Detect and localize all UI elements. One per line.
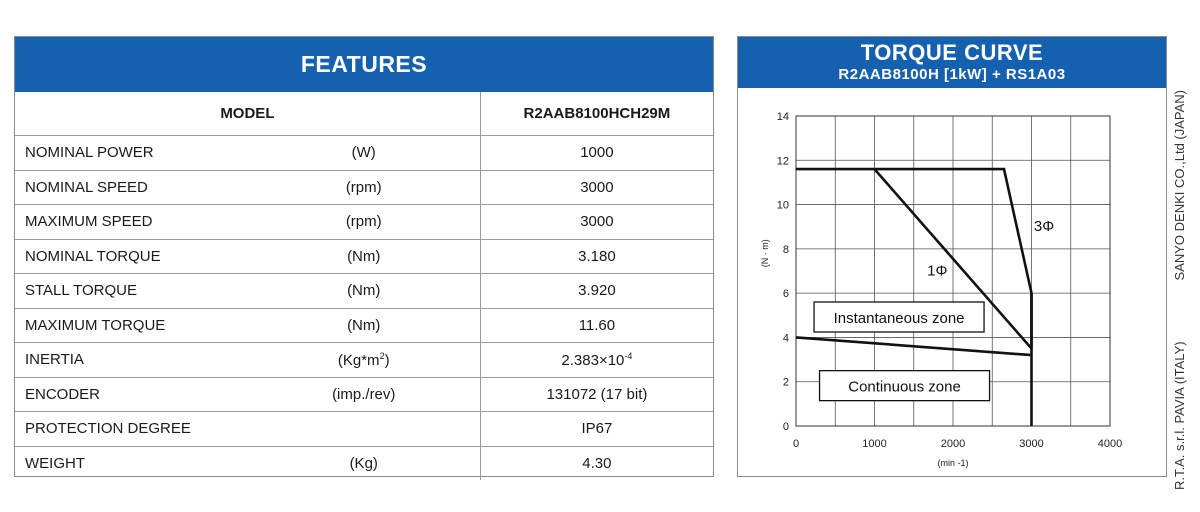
x-tick-label: 0 <box>792 438 800 450</box>
model-value: R2AAB8100HCH29M <box>480 92 713 136</box>
row-label: MAXIMUM TORQUE <box>15 308 248 343</box>
x-tick-label: 3000 <box>1019 438 1044 450</box>
zone-label-continuous: Continuous zone <box>848 378 961 396</box>
value-superscript: -4 <box>624 350 633 361</box>
table-row <box>15 170 713 205</box>
y-tick-label: 8 <box>782 243 789 256</box>
row-label: STALL TORQUE <box>15 274 248 309</box>
row-label: NOMINAL POWER <box>15 136 248 171</box>
row-value: 3000 <box>480 170 713 205</box>
torque-curve-title: TORQUE CURVE <box>860 40 1044 65</box>
y-tick-label: 10 <box>776 199 789 212</box>
torque-curve-panel <box>737 36 1167 477</box>
annotation-3phase: 3Φ <box>1033 218 1055 236</box>
row-unit: (Kg) <box>248 446 481 480</box>
unit-main: (Kg*m <box>337 351 380 369</box>
table-row <box>15 274 713 309</box>
y-axis-label: (N · m) <box>760 239 770 268</box>
features-panel <box>14 36 714 477</box>
features-title: FEATURES <box>15 37 713 92</box>
row-value: 3000 <box>480 205 713 240</box>
row-unit <box>248 412 481 447</box>
row-unit: (rpm) <box>248 170 481 205</box>
row-unit: (rpm) <box>248 205 481 240</box>
row-label: ENCODER <box>15 377 248 412</box>
row-value: 4.30 <box>480 446 713 480</box>
annotation-1phase: 1Φ <box>927 262 948 280</box>
torque-curve-subtitle: R2AAB8100H [1kW] + RS1A03 <box>838 66 1066 83</box>
x-tick-label: 2000 <box>940 438 966 450</box>
unit-superscript: 2 <box>379 350 385 361</box>
row-value: IP67 <box>480 412 713 447</box>
row-unit: (Nm) <box>248 308 481 343</box>
y-tick-label: 0 <box>782 421 789 433</box>
table-row <box>15 343 713 378</box>
row-unit: (imp./rev) <box>248 377 481 412</box>
unit-end: ) <box>384 351 390 369</box>
table-row <box>15 239 713 274</box>
row-label: PROTECTION DEGREE <box>15 412 248 447</box>
row-unit: (Nm) <box>248 239 481 274</box>
side-notes <box>1172 90 1187 490</box>
model-label: MODEL <box>220 105 275 122</box>
features-table <box>15 92 713 480</box>
side-note-left: R.T.A. s.r.l. PAVIA (ITALY) <box>1172 341 1187 490</box>
table-row <box>15 136 713 171</box>
row-value: 11.60 <box>480 308 713 343</box>
table-row <box>15 205 713 240</box>
zone-label-instantaneous: Instantaneous zone <box>833 310 965 327</box>
row-value: 131072 (17 bit) <box>480 377 713 412</box>
model-row <box>15 92 713 136</box>
row-value: 3.920 <box>480 274 713 309</box>
row-label: INERTIA <box>15 343 248 378</box>
torque-chart <box>738 88 1166 476</box>
y-tick-label: 2 <box>782 376 789 389</box>
row-value <box>480 343 713 378</box>
row-label: NOMINAL TORQUE <box>15 239 248 274</box>
torque-curve-header <box>738 37 1166 88</box>
x-tick-label: 4000 <box>1097 438 1123 450</box>
row-value: 3.180 <box>480 239 713 274</box>
side-note-right: SANYO DENKI CO.,Ltd (JAPAN) <box>1172 90 1187 281</box>
table-row <box>15 446 713 480</box>
row-value: 1000 <box>480 136 713 171</box>
y-tick-label: 4 <box>782 332 789 345</box>
row-unit <box>248 343 481 378</box>
table-row <box>15 412 713 447</box>
x-axis-label: (min -1) <box>937 458 969 468</box>
table-row <box>15 377 713 412</box>
y-tick-label: 12 <box>776 155 789 168</box>
y-tick-label: 14 <box>776 111 789 123</box>
row-unit: (W) <box>248 136 481 171</box>
row-label: WEIGHT <box>15 446 248 480</box>
row-label: MAXIMUM SPEED <box>15 205 248 240</box>
row-label: NOMINAL SPEED <box>15 170 248 205</box>
row-unit: (Nm) <box>248 274 481 309</box>
y-tick-label: 6 <box>782 288 789 301</box>
table-row <box>15 308 713 343</box>
x-tick-label: 1000 <box>862 438 887 450</box>
value-main: 2.383×10 <box>561 351 625 369</box>
